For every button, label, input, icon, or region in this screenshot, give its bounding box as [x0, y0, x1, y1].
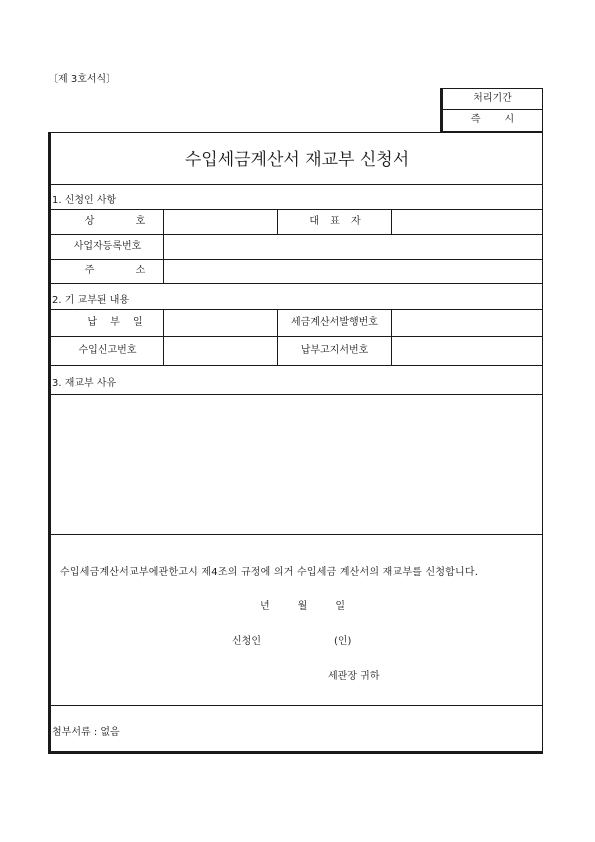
- month-label: 월: [297, 601, 308, 612]
- attachments-note: 첨부서류 : 없음: [52, 727, 120, 738]
- addressee: 세관장 귀하: [328, 671, 380, 682]
- trade-name-field[interactable]: [164, 210, 276, 233]
- import-declaration-label: 수입신고번호: [78, 345, 137, 356]
- day-label: 일: [335, 601, 346, 612]
- address-field[interactable]: [164, 260, 542, 282]
- divider: [51, 283, 543, 284]
- divider: [51, 705, 543, 706]
- divider: [51, 534, 543, 535]
- divider: [51, 184, 543, 185]
- section-heading-applicant: 1. 신청인 사항: [52, 195, 117, 206]
- payment-date-field[interactable]: [164, 310, 276, 335]
- processing-period-value: 즉시: [470, 114, 539, 125]
- year-label: 년: [260, 601, 270, 612]
- declaration-text: 수입세금계산서교부에관한고시 제4조의 규정에 의거 수입세금 계산서의 재교부를 신청합니다.: [60, 567, 479, 578]
- form-number: 〔제 3호서식〕: [48, 74, 117, 85]
- payment-notice-field[interactable]: [392, 337, 542, 364]
- payment-date-label: 납 부 일: [87, 317, 143, 328]
- payment-notice-label: 납부고지서번호: [300, 345, 369, 356]
- section-heading-reason: 3. 재교부 사유: [52, 378, 117, 389]
- address-label: 주 소: [84, 265, 146, 276]
- representative-label: 대 표 자: [309, 216, 361, 227]
- processing-period-box: [440, 88, 543, 132]
- invoice-number-label: 세금계산서발행번호: [291, 317, 378, 328]
- reissue-reason-field[interactable]: [52, 395, 542, 533]
- column-divider: [277, 209, 278, 234]
- seal-label: (인): [334, 636, 352, 647]
- business-registration-field[interactable]: [164, 235, 542, 258]
- import-declaration-field[interactable]: [164, 337, 276, 364]
- applicant-label: 신청인: [232, 636, 261, 647]
- representative-field[interactable]: [392, 210, 542, 233]
- section-heading-issued: 2. 기 교부된 내용: [52, 295, 130, 306]
- processing-period-label: 처리기간: [443, 89, 542, 110]
- trade-name-label: 상 호: [84, 216, 146, 227]
- page-title: 수입세금계산서 재교부 신청서: [184, 150, 410, 170]
- date-line: [260, 597, 345, 612]
- divider: [51, 365, 543, 366]
- invoice-number-field[interactable]: [392, 310, 542, 335]
- business-registration-label: 사업자등록번호: [73, 241, 142, 252]
